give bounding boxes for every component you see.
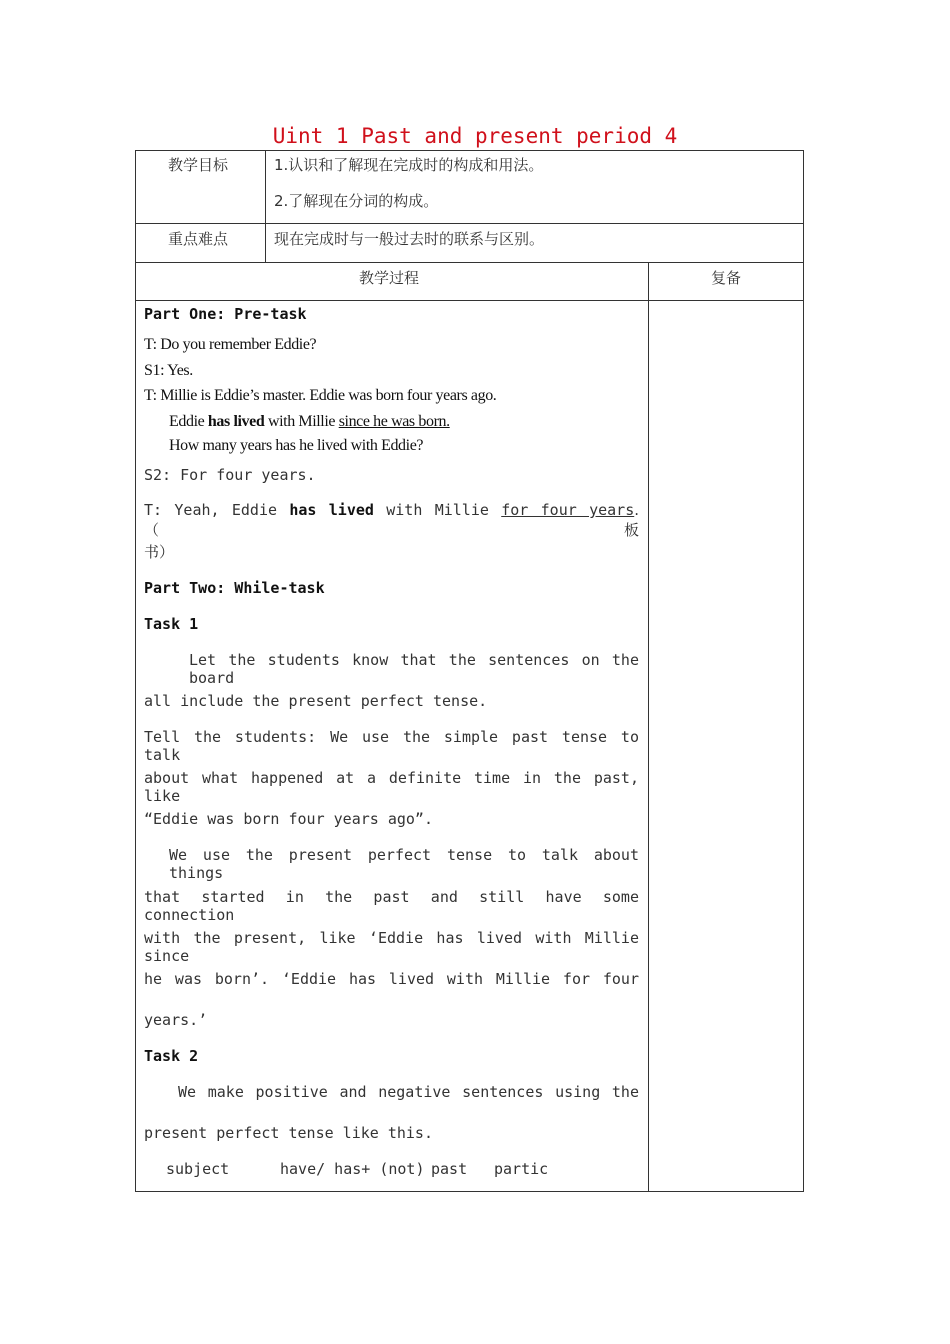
objective-item-1: 1.认识和了解现在完成时的构成和用法。: [274, 156, 544, 174]
task-1-heading: Task 1: [144, 615, 199, 633]
document-title: Uint 1 Past and present period 4: [272, 124, 678, 148]
part-one-heading: Part One: Pre-task: [144, 305, 307, 323]
text-fragment: T: Yeah, Eddie: [144, 501, 278, 519]
text-fragment: Eddie: [169, 413, 208, 430]
formula-subject: subject: [166, 1160, 230, 1178]
underlined-text: for four years: [501, 501, 635, 519]
emphasis-text: has lived: [289, 501, 374, 519]
underlined-text: since he was born.: [338, 413, 450, 430]
row-divider: [136, 300, 803, 301]
dialogue-question: How many years has he lived with Eddie?: [169, 437, 424, 454]
objective-item-2: 2.了解现在分词的构成。: [274, 192, 439, 210]
text-fragment: with Millie: [386, 501, 489, 519]
dialogue-line: T: Millie is Eddie’s master. Eddie was born four years ago.: [144, 387, 497, 404]
task-1-line: that started in the past and still have some connection: [144, 888, 639, 924]
task-1-line: all include the present perfect tense.: [144, 692, 488, 710]
task-2-heading: Task 2: [144, 1047, 199, 1065]
formula-participle: partic: [494, 1160, 549, 1178]
process-header: 教学过程: [359, 269, 420, 287]
lesson-plan-table: [135, 150, 804, 1192]
emphasis-text: has lived: [207, 413, 265, 430]
task-1-line: years.’: [144, 1011, 208, 1029]
dialogue-line: T: Do you remember Eddie?: [144, 336, 317, 353]
task-1-line: We use the present perfect tense to talk about things: [169, 846, 639, 882]
difficulties-label: 重点难点: [168, 230, 229, 248]
task-2-line: present perfect tense like this.: [144, 1124, 433, 1142]
row-divider: [136, 262, 803, 263]
part-two-heading: Part Two: While-task: [144, 579, 325, 597]
review-header: 复备: [711, 269, 742, 287]
task-1-line: “Eddie was born four years ago”.: [144, 810, 433, 828]
dialogue-example: [169, 413, 450, 431]
task-2-line: We make positive and negative sentences using the: [178, 1083, 639, 1101]
dialogue-line: [144, 501, 639, 540]
task-1-line: about what happened at a definite time in the past, like: [144, 769, 639, 805]
task-1-line: with the present, like ‘Eddie has lived with Millie since: [144, 929, 639, 965]
task-1-line: he was born’. ‘Eddie has lived with Millie for four: [144, 970, 639, 988]
column-divider: [265, 151, 266, 262]
task-1-line: Tell the students: We use the simple past tense to talk: [144, 728, 639, 764]
difficulties-text: 现在完成时与一般过去时的联系与区别。: [274, 230, 545, 248]
objectives-label: 教学目标: [168, 156, 229, 174]
row-divider: [136, 223, 803, 224]
dialogue-line: 书）: [144, 543, 175, 561]
formula-auxiliary: have/ has+ (not): [280, 1160, 425, 1178]
dialogue-line: S2: For four years.: [144, 466, 316, 484]
dialogue-line: S1: Yes.: [144, 362, 193, 379]
text-fragment: . （板: [144, 501, 640, 539]
formula-past: past: [431, 1160, 468, 1178]
column-divider: [648, 262, 649, 1192]
task-1-line: Let the students know that the sentences on the board: [189, 651, 639, 687]
text-fragment: with Millie: [264, 413, 339, 430]
